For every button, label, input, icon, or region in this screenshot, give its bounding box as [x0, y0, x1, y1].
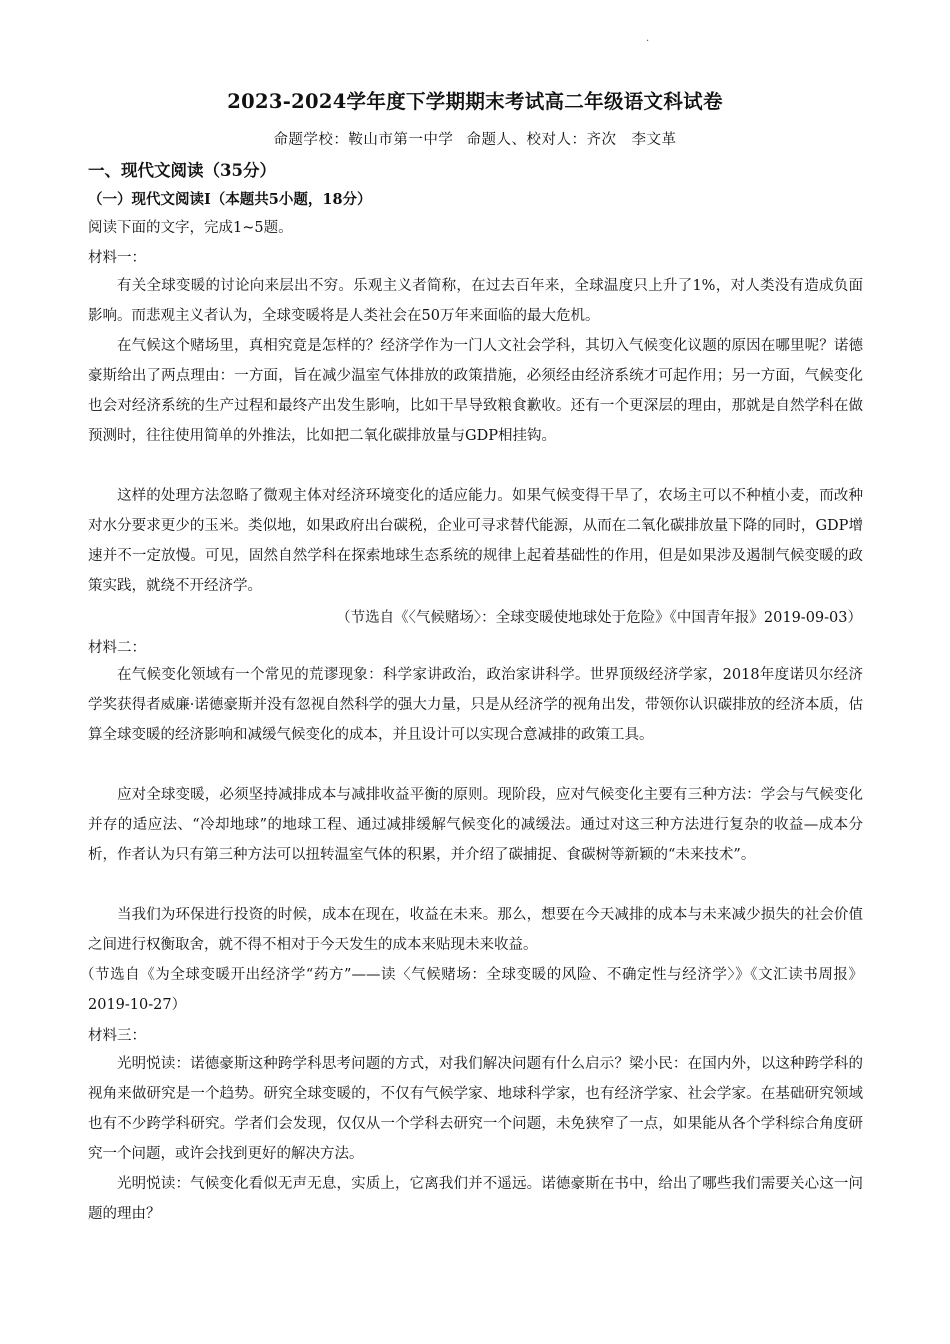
authors-label: 命题人、校对人：齐次 李文革 [466, 132, 677, 148]
material3-paragraph-1: 光明悦读：诺德豪斯这种跨学科思考问题的方式，对我们解决问题有什么启示？梁小民：在国内外，以这种跨学科的视角来做研究是一个趋势。研究全球变暖的，不仅有气候学家、地球科学家，也有经济学家、社会学家。在基础研究领域也有不少跨学科研究。学者们会发现，仅仅从一个学科去研究一个问题，未免狭窄了一点，如果能从各个学科综合角度研究一个问题，或许会找到更好的解决方法。 [88, 1056, 863, 1162]
material1-label: 材料一： [88, 250, 146, 266]
material1-paragraph-1: 有关全球变暖的讨论向来层出不穷。乐观主义者简称，在过去百年来，全球温度只上升了1%，对人类没有造成负面影响。而悲观主义者认为，全球变暖将是人类社会在50万年来面临的最大危机。 [88, 278, 863, 324]
material2-paragraph-2: 应对全球变暖，必须坚持减排成本与减排收益平衡的原则。现阶段，应对气候变化主要有三种方法：学会与气候变化并存的适应法、“冷却地球”的地球工程、通过减排缓解气候变化的减缓法。通过对这三种方法进行复杂的收益—成本分析，作者认为只有第三种方法可以扭转温室气体的积累，并介绍了碳捕捉、食碳树等新颖的“未来技术”。 [88, 787, 863, 863]
material3-label: 材料三： [88, 1028, 146, 1044]
sub-section-heading: （一）现代文阅读I（本题共5小题，18分） [88, 191, 372, 208]
material2-source: （节选自《为全球变暖开出经济学“药方”——读〈气候赌场：全球变暖的风险、不确定性与经济学〉》《文汇读书周报》2019-10-27） [80, 967, 863, 1013]
material1-source: （节选自《〈气候赌场〉：全球变暖使地球处于危险》《中国青年报》2019-09-03） [336, 610, 862, 626]
material1-paragraph-2: 在气候这个赌场里，真相究竟是怎样的？经济学作为一门人文社会学科，其切入气候变化议题的原因在哪里呢？诺德豪斯给出了两点理由：一方面，旨在减少温室气体排放的政策措施，必须经由经济系统才可起作用；另一方面，气候变化也会对经济系统的生产过程和最终产出发生影响，比如干旱导致粮食歉收。还有一个更深层的理由，那就是自然学科在做预测时，往往使用简单的外推法，比如把二氧化碳排放量与GDP相挂钩。 [88, 338, 863, 444]
section-heading: 一、现代文阅读（35分） [88, 161, 276, 180]
material2-label: 材料二： [88, 640, 146, 656]
school-label: 命题学校：鞍山市第一中学 [273, 132, 454, 148]
page-dot: · [646, 36, 650, 47]
material3-paragraph-2: 光明悦读：气候变化看似无声无息，实质上，它离我们并不遥远。诺德豪斯在书中，给出了哪些我们需要关心这一问题的理由？ [88, 1176, 863, 1222]
instruction-text: 阅读下面的文字，完成1~5题。 [88, 220, 293, 236]
page-title: 2023-2024学年度下学期期末考试高二年级语文科试卷 [227, 90, 723, 113]
exam-credits [0, 128, 950, 149]
material2-paragraph-1: 在气候变化领域有一个常见的荒谬现象：科学家讲政治，政治家讲科学。世界顶级经济学家，2018年度诺贝尔经济学奖获得者威廉·诺德豪斯并没有忽视自然科学的强大力量，只是从经济学的视角出发，带领你认识碳排放的经济本质，估算全球变暖的经济影响和减缓气候变化的成本，并且设计可以实现合意减排的政策工具。 [88, 667, 863, 743]
material2-paragraph-3: 当我们为环保进行投资的时候，成本在现在，收益在未来。那么，想要在今天减排的成本与未来减少损失的社会价值之间进行权衡取舍，就不得不相对于今天发生的成本来贴现未来收益。 [88, 907, 863, 953]
material1-paragraph-3: 这样的处理方法忽略了微观主体对经济环境变化的适应能力。如果气候变得干旱了，农场主可以不种植小麦，而改种对水分要求更少的玉米。类似地，如果政府出台碳税，企业可寻求替代能源，从而在二氧化碳排放量下降的同时，GDP增速并不一定放慢。可见，固然自然学科在探索地球生态系统的规律上起着基础性的作用，但是如果涉及遏制气候变暖的政策实践，就绕不开经济学。 [88, 488, 863, 594]
